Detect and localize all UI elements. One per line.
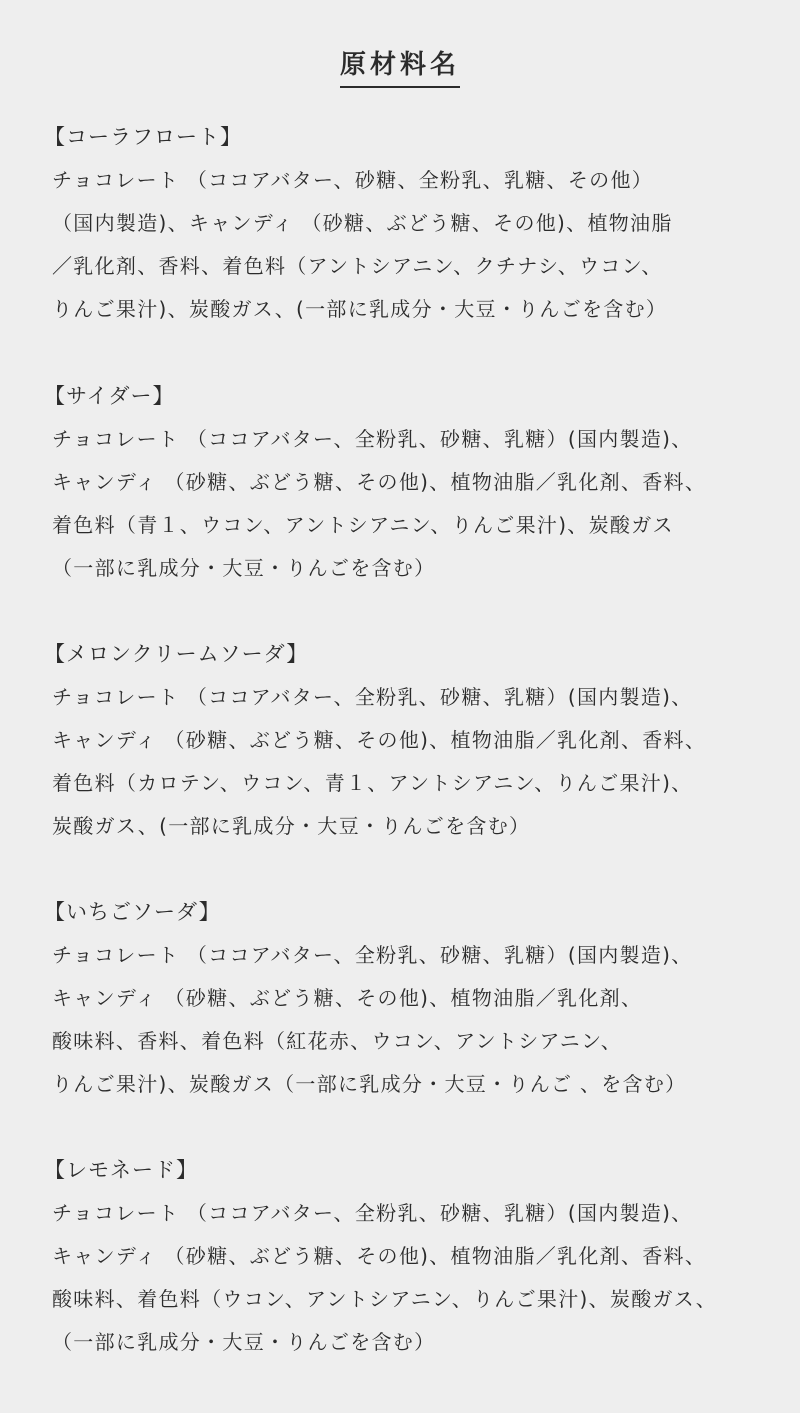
ingredient-line: チョコレート （ココアバター、全粉乳、砂糖、乳糖）(国内製造)、 [52,1201,693,1225]
page-title: 原材料名 [340,48,460,88]
ingredient-line: キャンディ （砂糖、ぶどう糖、その他)、植物油脂／乳化剤、香料、 [52,1244,707,1268]
ingredient-line: キャンディ （砂糖、ぶどう糖、その他)、植物油脂／乳化剤、香料、 [52,470,707,494]
title-container [0,48,800,88]
ingredient-line: 炭酸ガス、(一部に乳成分・大豆・りんごを含む） [52,814,531,838]
ingredient-line: 酸味料、着色料（ウコン、アントシアニン、りんご果汁)、炭酸ガス、 [52,1287,718,1311]
section-strawberry-soda [44,891,774,1106]
section-lemonade [44,1149,774,1364]
ingredient-line: りんご果汁)、炭酸ガス、(一部に乳成分・大豆・りんごを含む） [52,297,668,321]
section-heading: 【サイダー】 [44,384,175,408]
ingredient-line: （一部に乳成分・大豆・りんごを含む） [52,1330,436,1354]
ingredient-line: チョコレート （ココアバター、全粉乳、砂糖、乳糖）(国内製造)、 [52,685,693,709]
ingredient-line: 着色料（青１、ウコン、アントシアニン、りんご果汁)、炭酸ガス [52,513,674,537]
ingredient-line: （一部に乳成分・大豆・りんごを含む） [52,556,436,580]
section-heading: 【メロンクリームソーダ】 [44,642,309,666]
ingredient-line: チョコレート （ココアバター、全粉乳、砂糖、乳糖）(国内製造)、 [52,427,693,451]
section-cider [44,375,774,590]
ingredient-line: 酸味料、香料、着色料（紅花赤、ウコン、アントシアニン、 [52,1029,623,1053]
ingredient-line: 着色料（カロテン、ウコン、青１、アントシアニン、りんご果汁)、 [52,771,693,795]
ingredient-line: りんご果汁)、炭酸ガス（一部に乳成分・大豆・りんご 、を含む） [52,1072,687,1096]
ingredient-line: ／乳化剤、香料、着色料（アントシアニン、クチナシ、ウコン、 [52,254,663,278]
ingredient-line: （国内製造)、キャンディ （砂糖、ぶどう糖、その他)、植物油脂 [52,211,673,235]
ingredient-line: キャンディ （砂糖、ぶどう糖、その他)、植物油脂／乳化剤、 [52,986,643,1010]
ingredient-line: チョコレート （ココアバター、砂糖、全粉乳、乳糖、その他） [52,168,654,192]
section-melon-cream-soda [44,633,774,848]
section-heading: 【コーラフロート】 [44,125,242,149]
section-heading: 【いちごソーダ】 [44,900,221,924]
ingredient-line: キャンディ （砂糖、ぶどう糖、その他)、植物油脂／乳化剤、香料、 [52,728,707,752]
ingredient-line: チョコレート （ココアバター、全粉乳、砂糖、乳糖）(国内製造)、 [52,943,693,967]
section-heading: 【レモネード】 [44,1158,198,1182]
section-cola-float [44,116,774,331]
